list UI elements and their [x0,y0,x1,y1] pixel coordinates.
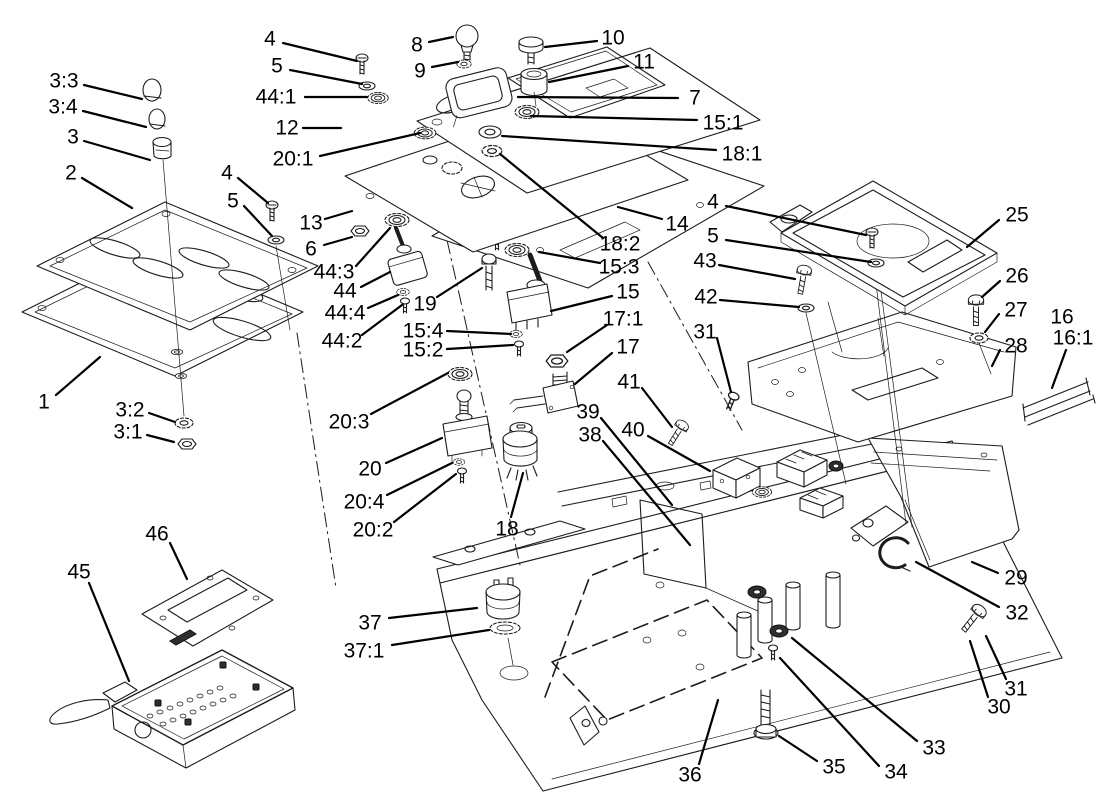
leader-line-41 [642,388,672,427]
bolt-19-drawing [482,254,496,290]
callout-label-11-23: 11 [633,50,655,74]
callout-label-3-7: 3 [67,125,79,149]
plug-37-drawing [486,578,520,665]
leader-line-20:2 [394,474,456,522]
callout-label-42-36: 42 [694,285,718,309]
callout-label-3:2-66: 3:2 [115,398,145,422]
callout-label-15-29: 15 [616,280,640,304]
callout-label-20:1-4: 20:1 [272,147,314,171]
leader-line-16:1 [1052,350,1066,388]
callout-label-16-46: 16 [1050,305,1074,329]
callout-label-46-63: 46 [145,522,169,546]
leader-line-7 [518,97,678,98]
leader-line-33 [792,638,917,741]
callout-label-13-11: 13 [299,211,323,235]
callout-label-37:1-57: 37:1 [343,639,385,663]
callout-label-9-21: 9 [414,59,426,83]
callout-label-27-44: 27 [1004,298,1028,322]
callout-label-39-39: 39 [576,400,600,424]
callout-label-3:3-5: 3:3 [49,69,79,93]
leader-line-20:1 [320,133,420,156]
callout-label-14-32: 14 [665,212,689,236]
leader-line-4 [238,178,268,203]
leader-line-46 [170,543,187,579]
leader-line-20:3 [371,373,448,414]
leader-line-30 [970,641,988,697]
callout-label-30-51: 30 [987,695,1011,719]
callout-label-20:2-61: 20:2 [352,518,394,542]
callout-label-20-59: 20 [358,457,382,481]
callout-label-15:3-28: 15:3 [598,255,640,279]
callout-label-43-35: 43 [693,249,717,273]
callout-label-29-48: 29 [1004,566,1028,590]
mounting-plates-1-2-drawing [22,202,318,379]
leader-line-17:1 [567,325,607,352]
callout-label-15:4-18: 15:4 [402,319,444,343]
callout-label-28-45: 28 [1004,334,1028,358]
callout-label-5-34: 5 [707,224,719,248]
callout-label-33-52: 33 [922,736,946,760]
frame-strip-16-drawing [1023,378,1095,425]
callout-label-44:2-16: 44:2 [321,329,363,353]
callout-label-45-64: 45 [67,560,91,584]
leader-line-3:2 [149,413,175,422]
callout-label-17:1-30: 17:1 [602,307,644,331]
leader-line-18 [511,473,523,517]
callout-label-15:2-19: 15:2 [402,338,444,362]
callout-label-3:4-6: 3:4 [48,95,78,119]
callout-label-3:1-67: 3:1 [113,420,143,444]
leader-line-13 [325,211,352,219]
leader-line-3:4 [83,111,146,127]
leader-line-20 [386,438,442,463]
leader-line-37:1 [392,630,489,645]
leader-line-34 [780,658,879,766]
callout-label-40-41: 40 [621,418,645,442]
leader-line-1 [56,357,100,395]
callout-label-10-22: 10 [601,26,625,50]
leader-line-5 [290,70,362,84]
bolt-35 [754,690,778,739]
leader-line-42 [720,300,799,307]
leader-line-44:2 [362,305,402,335]
leader-line-4 [283,43,357,61]
callout-label-2-8: 2 [65,161,77,185]
callout-label-18:1-26: 18:1 [721,142,763,166]
console-side-panel-29-drawing [868,438,1019,567]
callout-label-4-0: 4 [264,27,276,51]
micro-switch-17-drawing [510,355,578,413]
callout-label-1-65: 1 [38,390,50,414]
leader-line-17 [575,353,612,384]
pto-switch-20-drawing [443,368,492,484]
leader-line-3:1 [147,435,174,442]
callout-label-17-31: 17 [616,335,640,359]
leader-line-5 [244,206,272,236]
callout-label-38-40: 38 [578,423,602,447]
callout-label-41-38: 41 [617,370,641,394]
leader-line-40 [648,436,710,471]
callout-label-5-10: 5 [227,189,239,213]
callout-label-32-49: 32 [1005,601,1029,625]
callout-label-5-1: 5 [271,54,283,78]
leader-line-44:4 [368,295,398,308]
callout-label-44:4-15: 44:4 [324,301,366,325]
callout-label-44-14: 44 [333,279,357,303]
leader-line-36 [699,700,718,764]
callout-label-18:2-27: 18:2 [599,232,641,256]
callout-label-16:1-47: 16:1 [1052,326,1094,350]
leader-line-44 [361,272,390,287]
leader-line-19 [437,268,482,297]
leader-line-20:4 [387,463,452,495]
callout-label-6-12: 6 [305,237,317,261]
callout-label-19-17: 19 [413,292,437,316]
knob-8-drawing [456,25,478,68]
leader-line-43 [719,265,795,279]
leader-line-45 [89,583,129,681]
leader-line-35 [779,736,817,761]
leader-line-25 [967,220,999,247]
leader-line-3:3 [84,85,142,99]
callout-label-12-3: 12 [275,116,299,140]
leader-line-9 [432,62,458,67]
callout-label-37-56: 37 [358,611,382,635]
callout-label-20:4-60: 20:4 [343,490,385,514]
callout-label-4-33: 4 [707,190,719,214]
callout-label-7-24: 7 [689,86,701,110]
callout-label-44:3-13: 44:3 [313,260,355,284]
callout-label-31-37: 31 [693,320,717,344]
callout-label-26-43: 26 [1005,264,1029,288]
leader-line-10 [545,41,597,47]
callout-label-25-42: 25 [1005,203,1029,227]
leader-line-3 [84,141,150,160]
callout-label-15:1-25: 15:1 [702,111,744,135]
button-10-drawing [519,37,543,64]
leader-line-29 [972,562,998,573]
leader-line-37 [389,608,477,618]
monitor-45-drawing [50,650,295,768]
leader-line-6 [324,237,352,245]
bolt-30 [958,602,989,636]
callout-label-35-54: 35 [822,755,846,779]
leader-line-15:4 [447,331,511,334]
leader-line-38 [603,441,690,545]
callout-label-8-20: 8 [411,33,423,57]
callout-label-31-50: 31 [1004,677,1028,701]
callout-label-36-55: 36 [678,763,702,787]
leader-line-15:2 [447,345,513,349]
leader-line-31 [986,636,1006,679]
callout-label-34-53: 34 [884,760,908,784]
leader-line-2 [82,178,132,208]
leader-line-8 [429,37,453,42]
leader-line-31 [717,338,731,392]
leader-line-27 [985,314,999,332]
callout-label-18-62: 18 [495,517,519,541]
callout-label-44:1-2: 44:1 [255,85,297,109]
callout-label-4-9: 4 [221,161,233,185]
key-switch-18-drawing [503,423,537,481]
leader-line-26 [982,281,1000,297]
decal-dashed-outline [545,549,762,720]
callout-label-20:3-58: 20:3 [328,410,370,434]
cover-plate-46-drawing [142,570,273,646]
